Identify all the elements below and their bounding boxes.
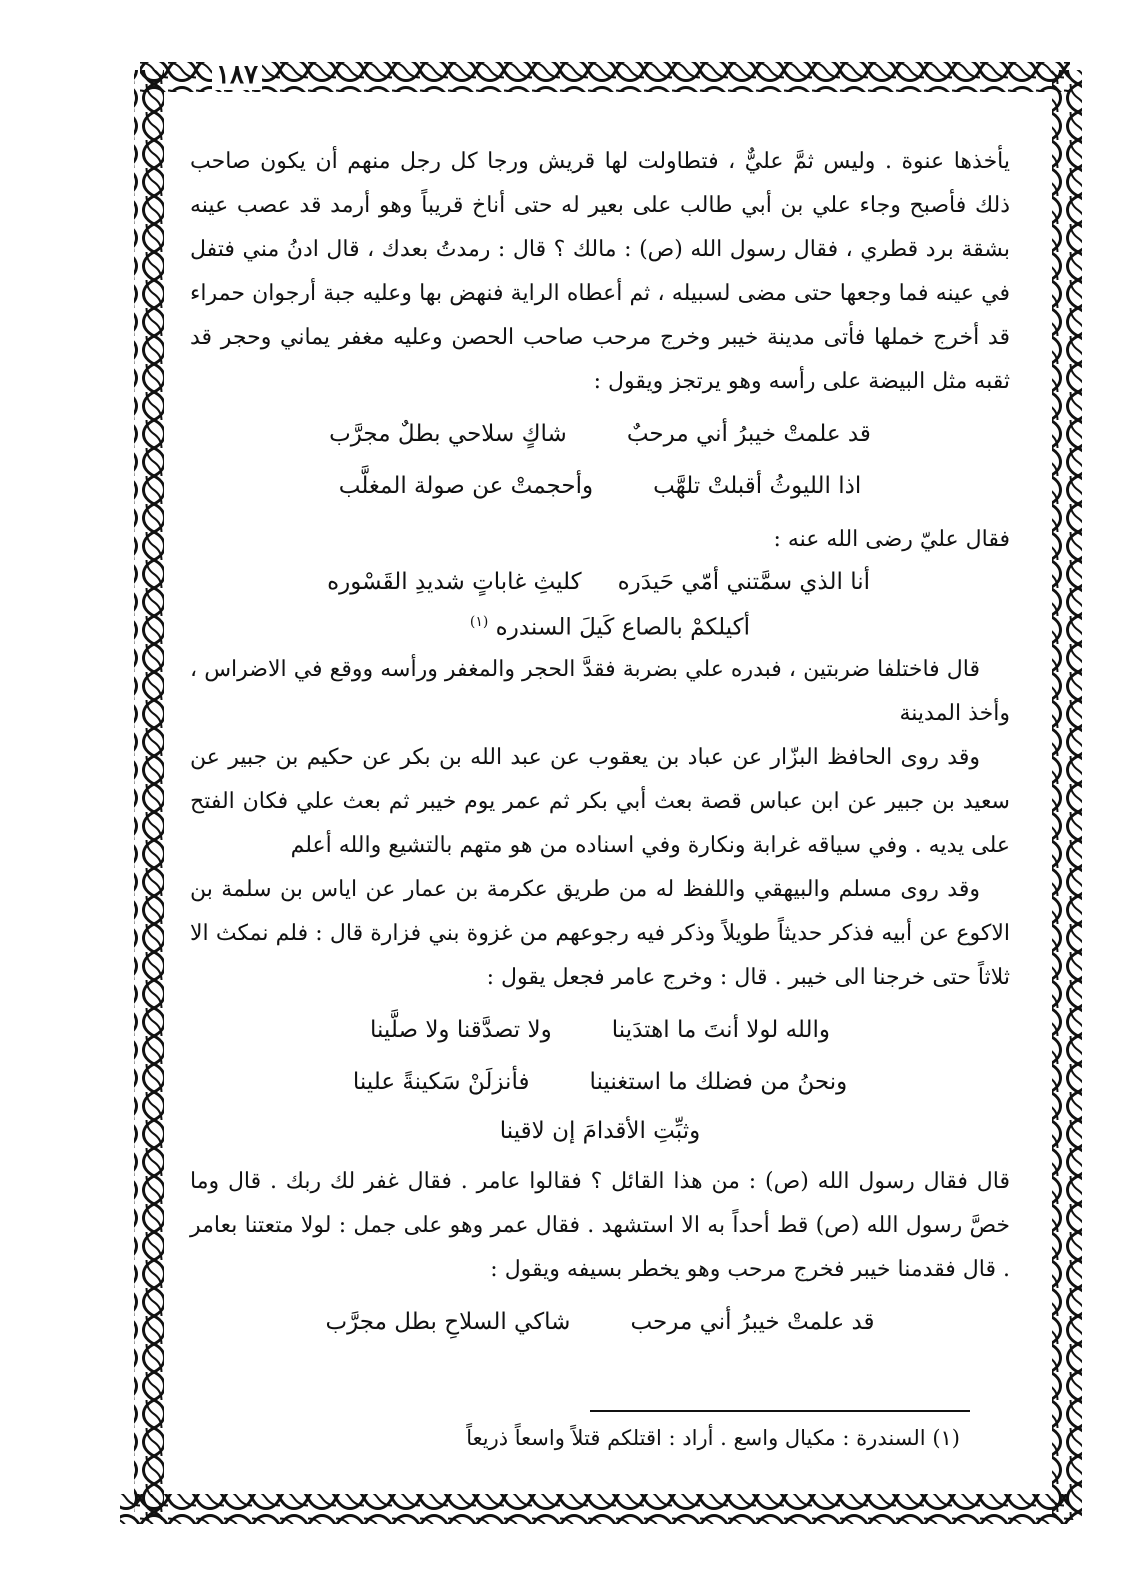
- paragraph: وقد روى مسلم والبيهقي واللفظ له من طريق عكرمة بن عمار عن اياس بن سلمة بن الاكوع عن أبيه فذكر حديثاً طويلاً وذكر فيه رجوعهم من غزوة بني فزارة قال : فلم نمكث الا ثلاثاً حتى خرجنا الى خيبر . قال : وخرج عامر فجعل يقول :: [190, 876, 1010, 990]
- verse-hemistich: ولا تصدَّقنا ولا صلَّينا: [369, 1016, 552, 1043]
- verse-hemistich: أكيلكمْ بالصاع كَيلَ السندره: [495, 614, 750, 641]
- verse-hemistich: شاكٍ سلاحي بطلٌ مجرَّب: [329, 421, 567, 447]
- paragraph: فقال عليّ رضى الله عنه :: [773, 527, 1010, 552]
- verse-hemistich: كليثِ غاباتٍ شديدِ القَسْوره: [327, 569, 582, 595]
- verse-line: [190, 602, 1010, 648]
- verse-line: وثبِّتِ الأقدامَ إن لاقينا: [499, 1117, 701, 1144]
- verse-line: [190, 408, 1010, 460]
- verse-hemistich: اذا الليوثُ أقبلتْ تلهَّب: [653, 473, 862, 499]
- paragraph: وقد روى الحافظ البزّار عن عباد بن يعقوب عن عبد الله بن بكر عن حكيم بن جبير عن سعيد بن جبير عن ابن عباس قصة بعث أبي بكر ثم عمر يوم خيبر ثم بعث علي فكان الفتح على يديه . وفي سياقه غرابة ونكارة وفي اسناده من هو متهم بالتشيع والله أعلم: [190, 744, 1010, 858]
- paragraph: قال فقال رسول الله (ص) : من هذا القائل ؟ فقالوا عامر . فقال غفر لك ربك . قال وما خصَّ رسول الله (ص) قط أحداً به الا استشهد . فقال عمر وهو على جمل : لولا متعتنا بعامر . قال فقدمنا خيبر فخرج مرحب وهو يخطر بسيفه ويقول :: [190, 1168, 1011, 1282]
- verse-line: [190, 460, 1010, 512]
- verse-hemistich: أنا الذي سمَّتني أمّي حَيدَره: [617, 569, 870, 595]
- verse-hemistich: فأنزلَنْ سَكينةً علينا: [352, 1068, 530, 1095]
- verse-hemistich: قد علمتْ خيبرُ أني مرحب: [630, 1308, 875, 1335]
- footnote-reference[interactable]: (١): [469, 614, 489, 630]
- poem-verses: [190, 1296, 1010, 1348]
- footnote-divider: [590, 1410, 970, 1412]
- paragraph: قال فاختلفا ضربتين ، فبدره علي بضربة فقدَّ الحجر والمغفر ورأسه ووقع في الاضراس ، وأخذ المدينة: [190, 656, 1010, 726]
- verse-hemistich: ونحنُ من فضلك ما استغنينا: [589, 1068, 848, 1095]
- verse-line: [190, 562, 1010, 602]
- page-number: ١٨٧: [212, 60, 262, 90]
- verse-hemistich: قد علمتْ خيبرُ أني مرحبٌ: [626, 421, 871, 447]
- verse-line: [190, 1056, 1010, 1108]
- verse-line: [190, 1004, 1010, 1056]
- verse-hemistich: وأحجمتْ عن صولة المغلَّب: [338, 473, 594, 499]
- poem-verses: [190, 1004, 1010, 1154]
- poem-verses: [190, 408, 1010, 512]
- verse-line: [190, 1296, 1010, 1348]
- page-body: [190, 140, 1010, 1354]
- verse-hemistich: شاكي السلاحِ بطل مجرَّب: [325, 1308, 571, 1335]
- verse-hemistich: والله لولا أنتَ ما اهتدَينا: [611, 1016, 831, 1043]
- footnote: (١) السندرة : مكيال واسع . أراد : اقتلكم قتلاً واسعاً ذريعاً: [466, 1426, 960, 1450]
- paragraph: يأخذها عنوة . وليس ثمَّ عليٌّ ، فتطاولت لها قريش ورجا كل رجل منهم أن يكون صاحب ذلك فأصبح وجاء علي بن أبي طالب على بعير له حتى أناخ قريباً وهو أرمد قد عصب عينه بشقة برد قطري ، فقال رسول الله (ص) : مالك ؟ قال : رمدتُ بعدك ، قال ادنُ مني فتفل في عينه فما وجعها حتى مضى لسبيله ، ثم أعطاه الراية فنهض بها وعليه جبة أرجوان حمراء قد أخرج خملها فأتى مدينة خيبر وخرج مرحب صاحب الحصن وعليه مغفر يماني وحجر قد ثقبه مثل البيضة على رأسه وهو يرتجز ويقول :: [190, 149, 1010, 394]
